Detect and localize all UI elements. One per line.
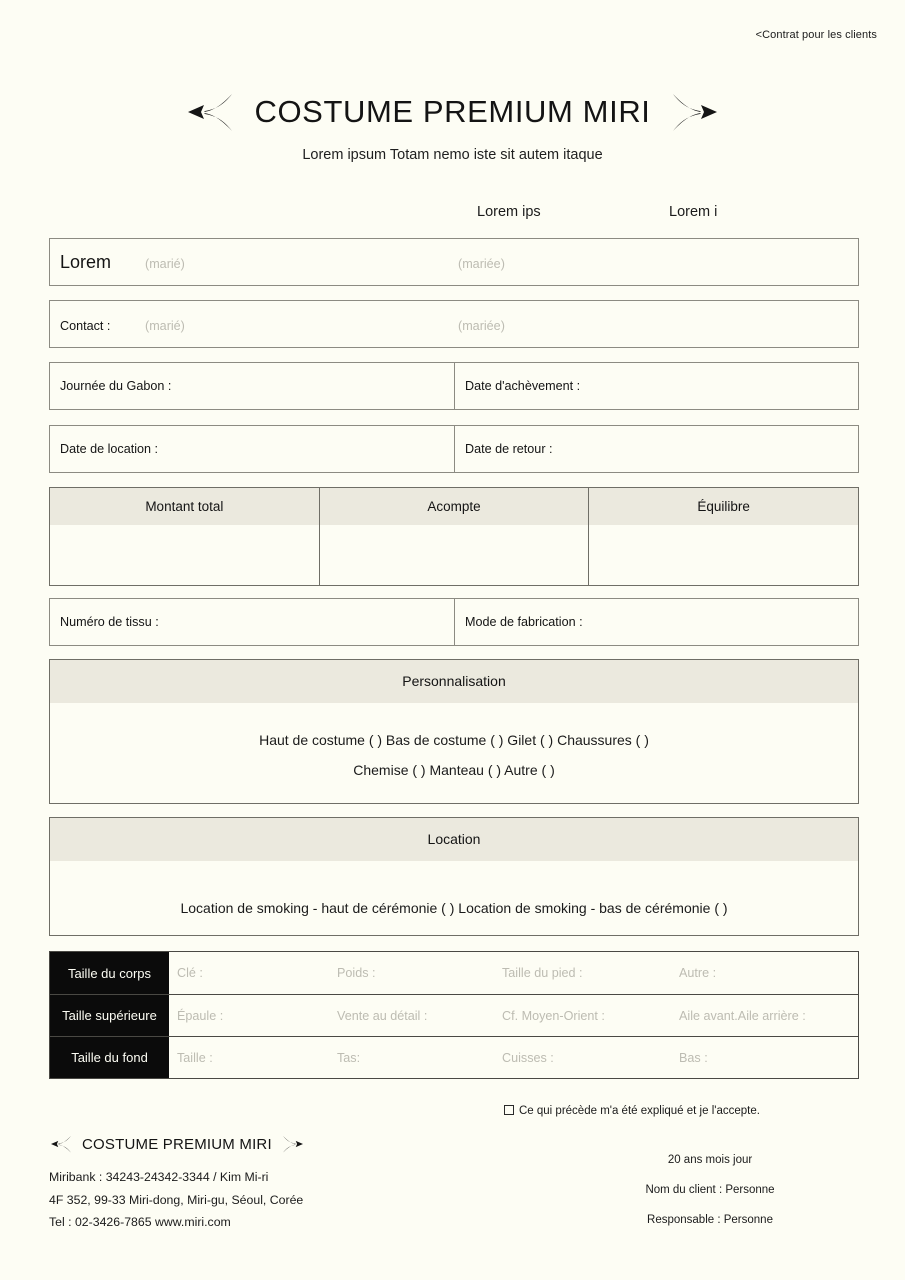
personalisation-line[interactable]: Chemise ( ) Manteau ( ) Autre ( ) bbox=[353, 762, 555, 778]
fabric-row bbox=[49, 598, 859, 646]
location-header: Location bbox=[50, 818, 858, 861]
contact-bride-placeholder[interactable]: (mariée) bbox=[458, 319, 505, 333]
consent-text: Ce qui précède m'a été expliqué et je l'accepte. bbox=[519, 1105, 760, 1117]
location-line[interactable]: Location de smoking - haut de cérémonie ( ) Location de smoking - bas de cérémonie ( ) bbox=[180, 900, 728, 916]
table-row bbox=[50, 994, 858, 1036]
title-row bbox=[0, 86, 905, 138]
page-subtitle: Lorem ipsum Totam nemo iste sit autem itaque bbox=[302, 147, 603, 163]
wedding-day-field[interactable] bbox=[50, 363, 454, 409]
measurements-table bbox=[49, 951, 859, 1079]
measure-field[interactable]: Poids : bbox=[337, 966, 376, 980]
fleuron-ornament-icon bbox=[184, 90, 236, 134]
table-row bbox=[50, 952, 858, 994]
signature-client-line[interactable]: Nom du client : Personne bbox=[645, 1184, 775, 1196]
personalisation-body bbox=[50, 703, 858, 785]
footer-contact-lines bbox=[49, 1166, 305, 1234]
signature-date-line[interactable]: 20 ans mois jour bbox=[667, 1154, 753, 1166]
amount-header-balance: Équilibre bbox=[589, 488, 858, 525]
amount-value-total[interactable] bbox=[50, 525, 319, 585]
signature-block bbox=[560, 1145, 860, 1235]
top-note: <Contrat pour les clients bbox=[755, 29, 877, 41]
name-row[interactable] bbox=[49, 238, 859, 286]
manufacturing-mode-label: Mode de fabrication : bbox=[465, 615, 583, 629]
amount-value-deposit[interactable] bbox=[320, 525, 589, 585]
contact-groom-placeholder[interactable]: (marié) bbox=[145, 319, 185, 333]
location-panel bbox=[49, 817, 859, 936]
measure-field[interactable]: Vente au détail : bbox=[337, 1008, 428, 1023]
location-body bbox=[50, 861, 858, 923]
amount-column-total bbox=[50, 488, 319, 585]
contact-row[interactable] bbox=[49, 300, 859, 348]
column-caption-left: Lorem ips bbox=[477, 204, 541, 220]
measure-row-fields bbox=[169, 995, 858, 1036]
measure-row-fields bbox=[169, 1037, 858, 1078]
table-row bbox=[50, 1036, 858, 1078]
footer-line-tel: Tel : 02-3426-7865 www.miri.com bbox=[49, 1215, 231, 1229]
amount-value-balance[interactable] bbox=[589, 525, 858, 585]
measure-row-header: Taille du fond bbox=[50, 1037, 169, 1078]
footer-brand-name: COSTUME PREMIUM MIRI bbox=[82, 1135, 272, 1153]
measure-row-header: Taille du corps bbox=[50, 952, 169, 994]
measure-field[interactable]: Aile avant.Aile arrière : bbox=[679, 1008, 806, 1023]
measure-field[interactable]: Taille du pied : bbox=[502, 966, 583, 980]
manufacturing-mode-field[interactable] bbox=[454, 599, 858, 645]
fleuron-ornament-icon bbox=[281, 1134, 305, 1154]
column-captions bbox=[49, 204, 859, 224]
name-row-label: Lorem bbox=[60, 252, 112, 272]
contact-row-label: Contact : bbox=[60, 319, 111, 333]
measure-field[interactable]: Taille : bbox=[177, 1050, 213, 1065]
amount-header-total: Montant total bbox=[50, 488, 319, 525]
return-date-label: Date de retour : bbox=[465, 442, 553, 456]
rental-date-label: Date de location : bbox=[60, 442, 159, 456]
page-title: COSTUME PREMIUM MIRI bbox=[254, 94, 651, 129]
measure-field[interactable]: Cuisses : bbox=[502, 1050, 554, 1065]
signature-manager-line[interactable]: Responsable : Personne bbox=[647, 1214, 773, 1226]
footer-line-bank: Miribank : 34243-24342-3344 / Kim Mi-ri bbox=[49, 1170, 269, 1184]
measure-field[interactable]: Tas: bbox=[337, 1050, 361, 1065]
column-caption-right: Lorem i bbox=[669, 204, 718, 220]
footer-line-address: 4F 352, 99-33 Miri-dong, Miri-gu, Séoul, Corée bbox=[49, 1192, 304, 1207]
dates-row-2 bbox=[49, 425, 859, 473]
fabric-number-field[interactable] bbox=[50, 599, 454, 645]
consent-row[interactable] bbox=[504, 1105, 760, 1117]
amounts-table bbox=[49, 487, 859, 586]
personalisation-panel bbox=[49, 659, 859, 804]
name-groom-placeholder[interactable]: (marié) bbox=[145, 257, 185, 271]
dates-row-1 bbox=[49, 362, 859, 410]
measure-field[interactable]: Clé : bbox=[177, 966, 203, 980]
measure-row-header: Taille supérieure bbox=[50, 995, 169, 1036]
checkbox-empty-icon[interactable] bbox=[504, 1105, 514, 1115]
completion-date-field[interactable] bbox=[454, 363, 858, 409]
measure-field[interactable]: Cf. Moyen-Orient : bbox=[502, 1008, 605, 1023]
personalisation-line[interactable]: Haut de costume ( ) Bas de costume ( ) Gilet ( ) Chaussures ( ) bbox=[259, 732, 649, 748]
completion-date-label: Date d'achèvement : bbox=[465, 379, 581, 393]
fabric-number-label: Numéro de tissu : bbox=[60, 615, 159, 629]
return-date-field[interactable] bbox=[454, 426, 858, 472]
rental-date-field[interactable] bbox=[50, 426, 454, 472]
measure-field[interactable]: Épaule : bbox=[177, 1008, 224, 1023]
amount-column-deposit bbox=[319, 488, 589, 585]
footer-brand-row bbox=[49, 1131, 305, 1157]
measure-row-fields bbox=[169, 952, 858, 994]
fleuron-ornament-icon bbox=[49, 1134, 73, 1154]
fleuron-ornament-icon bbox=[669, 90, 721, 134]
measure-field[interactable]: Bas : bbox=[679, 1050, 708, 1065]
measure-field[interactable]: Autre : bbox=[679, 966, 717, 980]
wedding-day-label: Journée du Gabon : bbox=[60, 379, 172, 393]
personalisation-header: Personnalisation bbox=[50, 660, 858, 703]
amount-header-deposit: Acompte bbox=[320, 488, 589, 525]
footer-brand bbox=[49, 1131, 305, 1234]
title-block bbox=[0, 86, 905, 163]
amount-column-balance bbox=[588, 488, 858, 585]
name-bride-placeholder[interactable]: (mariée) bbox=[458, 257, 505, 271]
